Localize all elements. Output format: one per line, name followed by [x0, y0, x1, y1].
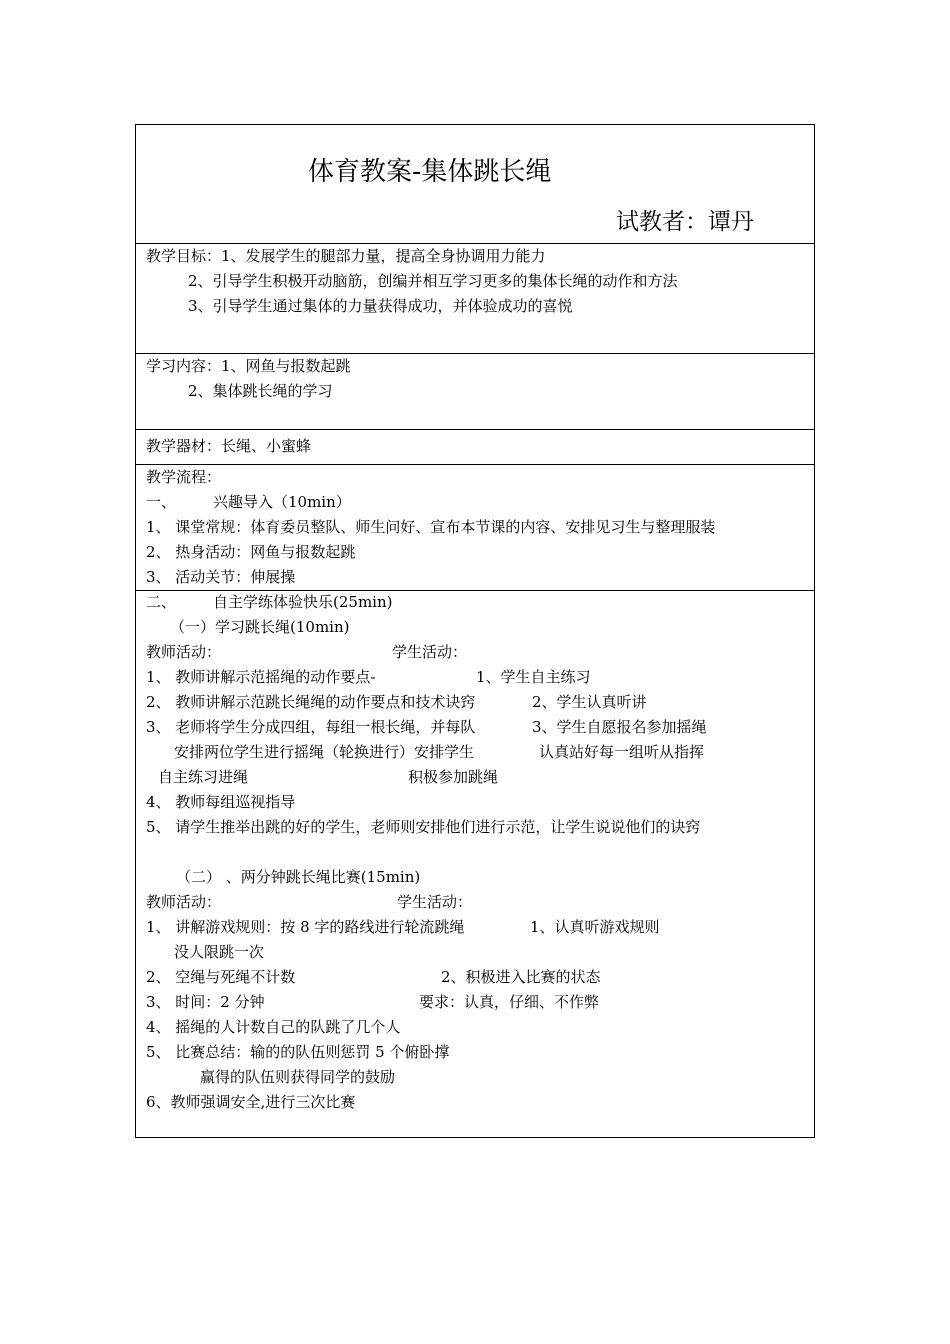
equipment-line: 教学器材：长绳、小蜜蜂	[146, 437, 312, 455]
goals-section	[136, 244, 814, 354]
equipment-section	[136, 430, 814, 465]
part2-section	[136, 591, 814, 1137]
competition-item: 1、 讲解游戏规则：按 8 字的路线进行轮流跳绳	[146, 918, 465, 936]
teacher-activity-item: 2、 教师讲解示范跳长绳绳的动作要点和技术诀窍	[146, 693, 476, 711]
part-number: 一、	[146, 493, 177, 511]
header-section	[136, 125, 814, 244]
part-title: 兴趣导入（10min）	[213, 493, 351, 511]
competition-item: 没人限跳一次	[174, 943, 265, 961]
competition-item: 6、教师强调安全,进行三次比赛	[146, 1093, 356, 1111]
teacher-activity-item: 自主练习进绳	[158, 768, 249, 786]
student-activity-item: 积极参加跳绳	[408, 768, 499, 786]
lesson-plan-table	[135, 124, 815, 1138]
teacher-name: 试教者：谭丹	[616, 209, 754, 235]
teacher-activity-item: 5、 请学生推举出跳的好的学生，老师则安排他们进行示范，让学生说说他们的诀窍	[146, 818, 701, 836]
flow-item: 2、 热身活动：网鱼与报数起跳	[146, 543, 356, 561]
part-number: 二、	[146, 593, 177, 611]
competition-item: 4、 摇绳的人计数自己的队跳了几个人	[146, 1018, 401, 1036]
subsection-title: （一）学习跳长绳(10min)	[170, 618, 350, 636]
page-title: 体育教案-集体跳长绳	[308, 157, 552, 187]
flow-item: 3、 活动关节：伸展操	[146, 568, 296, 586]
content-line: 2、集体跳长绳的学习	[188, 382, 333, 400]
student-activity-label: 学生活动：	[392, 643, 468, 661]
competition-student-item: 2、积极进入比赛的状态	[441, 968, 601, 986]
teacher-activity-label: 教师活动：	[146, 893, 222, 911]
teacher-activity-item: 3、 老师将学生分成四组，每组一根长绳，并每队	[146, 718, 476, 736]
teacher-activity-label: 教师活动：	[146, 643, 222, 661]
flow-section	[136, 465, 814, 591]
teacher-activity-item: 4、 教师每组巡视指导	[146, 793, 296, 811]
competition-student-item: 1、认真听游戏规则	[530, 918, 660, 936]
competition-item: 赢得的队伍则获得同学的鼓励	[200, 1068, 396, 1086]
student-activity-label: 学生活动：	[397, 893, 473, 911]
competition-student-item: 要求：认真，仔细、不作弊	[419, 993, 600, 1011]
student-activity-item: 1、学生自主练习	[476, 668, 591, 686]
student-activity-item: 3、学生自愿报名参加摇绳	[532, 718, 707, 736]
part-title: 自主学练体验快乐(25min)	[213, 593, 393, 611]
goals-line: 2、引导学生积极开动脑筋，创编并相互学习更多的集体长绳的动作和方法	[188, 272, 678, 290]
competition-item: 2、 空绳与死绳不计数	[146, 968, 296, 986]
competition-item: 3、 时间：2 分钟	[146, 993, 265, 1011]
competition-item: 5、 比赛总结：输的的队伍则惩罚 5 个俯卧撑	[146, 1043, 450, 1061]
teacher-activity-item: 安排两位学生进行摇绳（轮换进行）安排学生	[174, 743, 475, 761]
flow-item: 1、 课堂常规：体育委员整队、师生问好、宣布本节课的内容、安排见习生与整理服装	[146, 518, 716, 536]
goals-line: 教学目标：1、发展学生的腿部力量，提高全身协调用力能力	[146, 247, 546, 265]
content-section	[136, 354, 814, 430]
flow-heading: 教学流程：	[146, 468, 222, 486]
teacher-activity-item: 1、 教师讲解示范摇绳的动作要点-	[146, 668, 376, 686]
subsection-title: （二） 、两分钟跳长绳比赛(15min)	[176, 868, 421, 886]
student-activity-item: 认真站好每一组听从指挥	[539, 743, 705, 761]
content-line: 学习内容：1、网鱼与报数起跳	[146, 357, 351, 375]
student-activity-item: 2、学生认真听讲	[532, 693, 647, 711]
goals-line: 3、引导学生通过集体的力量获得成功，并体验成功的喜悦	[188, 297, 573, 315]
